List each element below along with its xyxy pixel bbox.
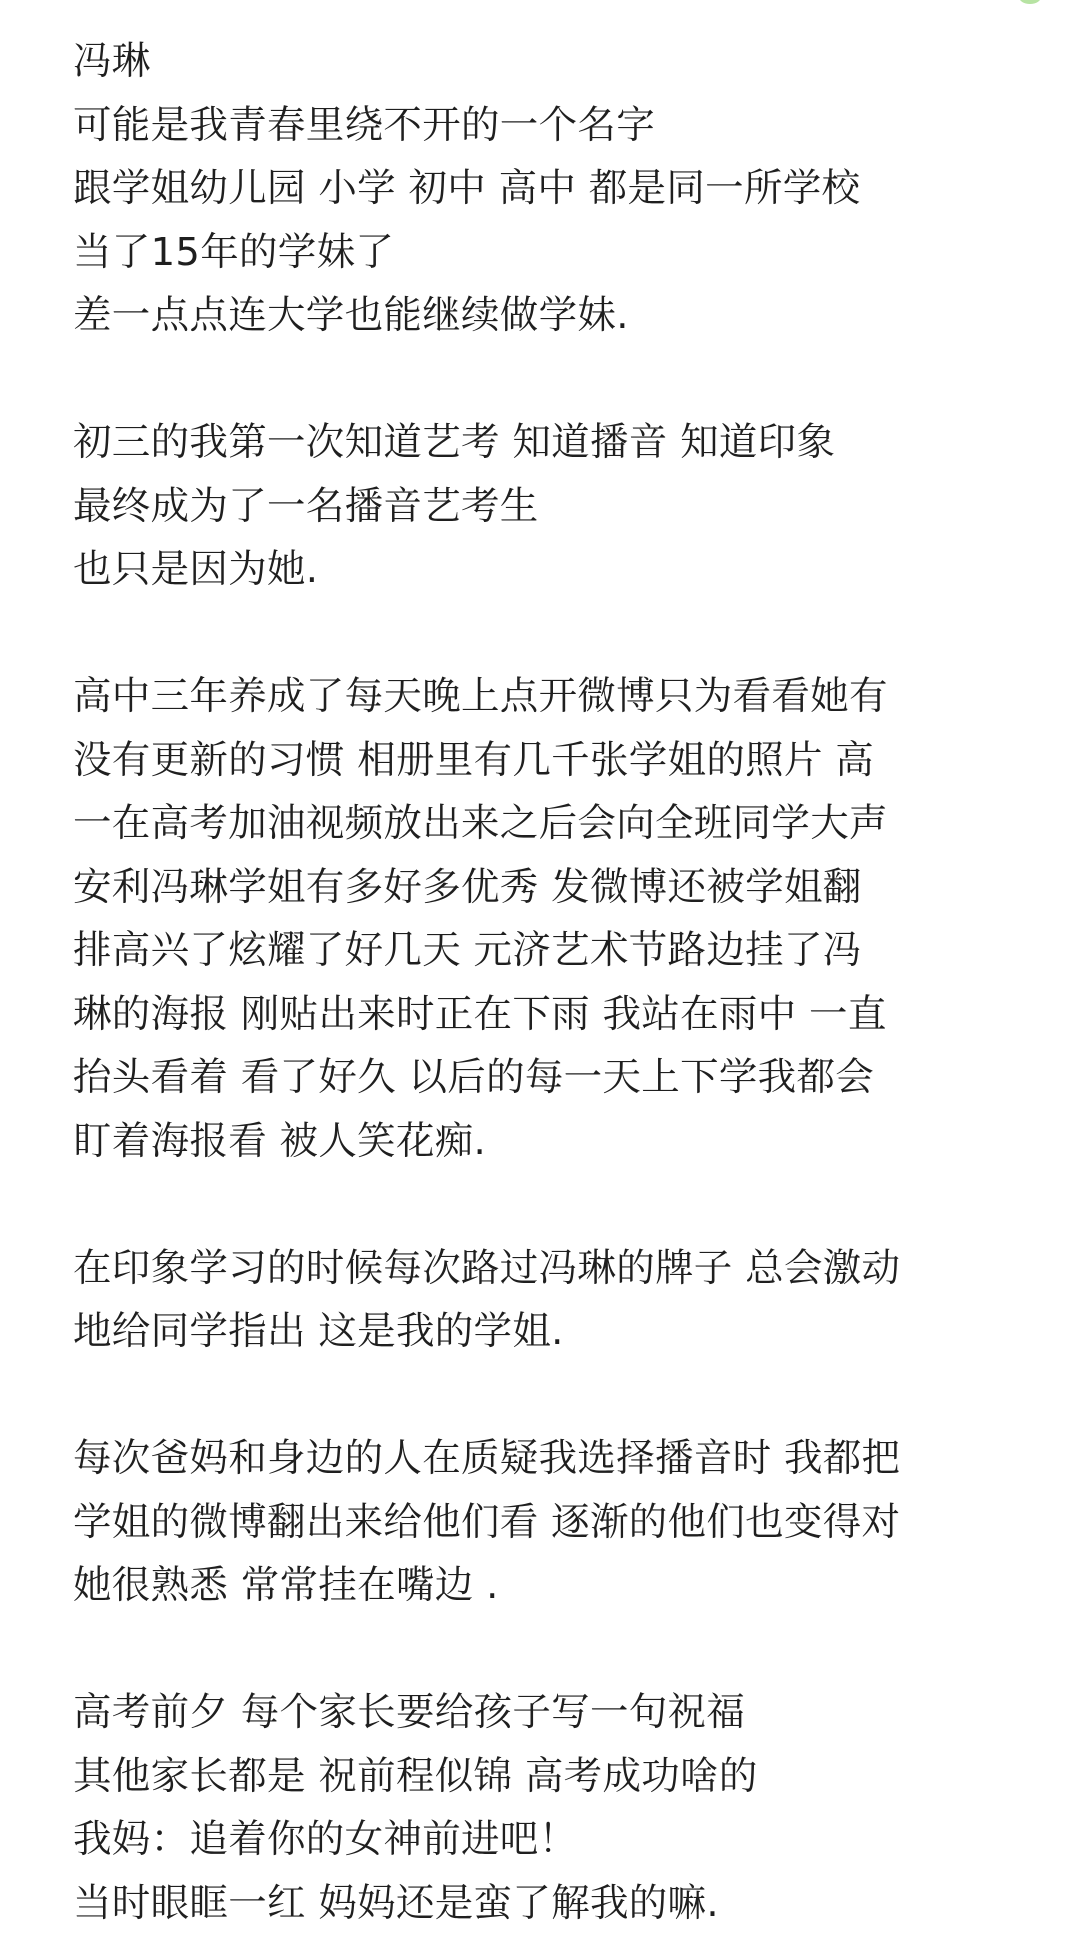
text-line: 我妈：追着你的女神前进吧！ [73, 1808, 1049, 1872]
text-line: 排高兴了炫耀了好几天 元济艺术节路边挂了冯 [73, 919, 1049, 983]
text-line: 每次爸妈和身边的人在质疑我选择播音时 我都把 [73, 1427, 1049, 1491]
text-line: 高考前夕 每个家长要给孩子写一句祝福 [73, 1681, 1049, 1745]
text-line: 也只是因为她. [73, 538, 1049, 602]
paragraph-1 [73, 30, 1049, 348]
text-line: 没有更新的习惯 相册里有几千张学姐的照片 高 [73, 729, 1049, 793]
text-line: 差一点点连大学也能继续做学妹. [73, 284, 1049, 348]
text-line: 学姐的微博翻出来给他们看 逐渐的他们也变得对 [73, 1491, 1049, 1555]
text-line: 其他家长都是 祝前程似锦 高考成功啥的 [73, 1745, 1049, 1809]
text-line: 可能是我青春里绕不开的一个名字 [73, 94, 1049, 158]
text-line: 冯琳 [73, 30, 1049, 94]
text-line: 当时眼眶一红 妈妈还是蛮了解我的嘛. [73, 1872, 1049, 1935]
text-line: 地给同学指出 这是我的学姐. [73, 1300, 1049, 1364]
text-line: 最终成为了一名播音艺考生 [73, 475, 1049, 539]
corner-decoration [1019, 0, 1041, 4]
paragraph-2 [73, 411, 1049, 602]
text-line: 琳的海报 刚贴出来时正在下雨 我站在雨中 一直 [73, 983, 1049, 1047]
paragraph-3 [73, 665, 1049, 1173]
text-line: 抬头看着 看了好久 以后的每一天上下学我都会 [73, 1046, 1049, 1110]
text-line: 高中三年养成了每天晚上点开微博只为看看她有 [73, 665, 1049, 729]
text-line: 初三的我第一次知道艺考 知道播音 知道印象 [73, 411, 1049, 475]
paragraph-6 [73, 1681, 1049, 1935]
text-line: 她很熟悉 常常挂在嘴边 . [73, 1554, 1049, 1618]
text-line: 当了15年的学妹了 [73, 221, 1049, 285]
text-line: 安利冯琳学姐有多好多优秀 发微博还被学姐翻 [73, 856, 1049, 920]
text-line: 跟学姐幼儿园 小学 初中 高中 都是同一所学校 [73, 157, 1049, 221]
text-line: 盯着海报看 被人笑花痴. [73, 1110, 1049, 1174]
post-text [73, 30, 1049, 1935]
text-line: 在印象学习的时候每次路过冯琳的牌子 总会激动 [73, 1237, 1049, 1301]
paragraph-5 [73, 1427, 1049, 1618]
paragraph-4 [73, 1237, 1049, 1364]
text-line: 一在高考加油视频放出来之后会向全班同学大声 [73, 792, 1049, 856]
